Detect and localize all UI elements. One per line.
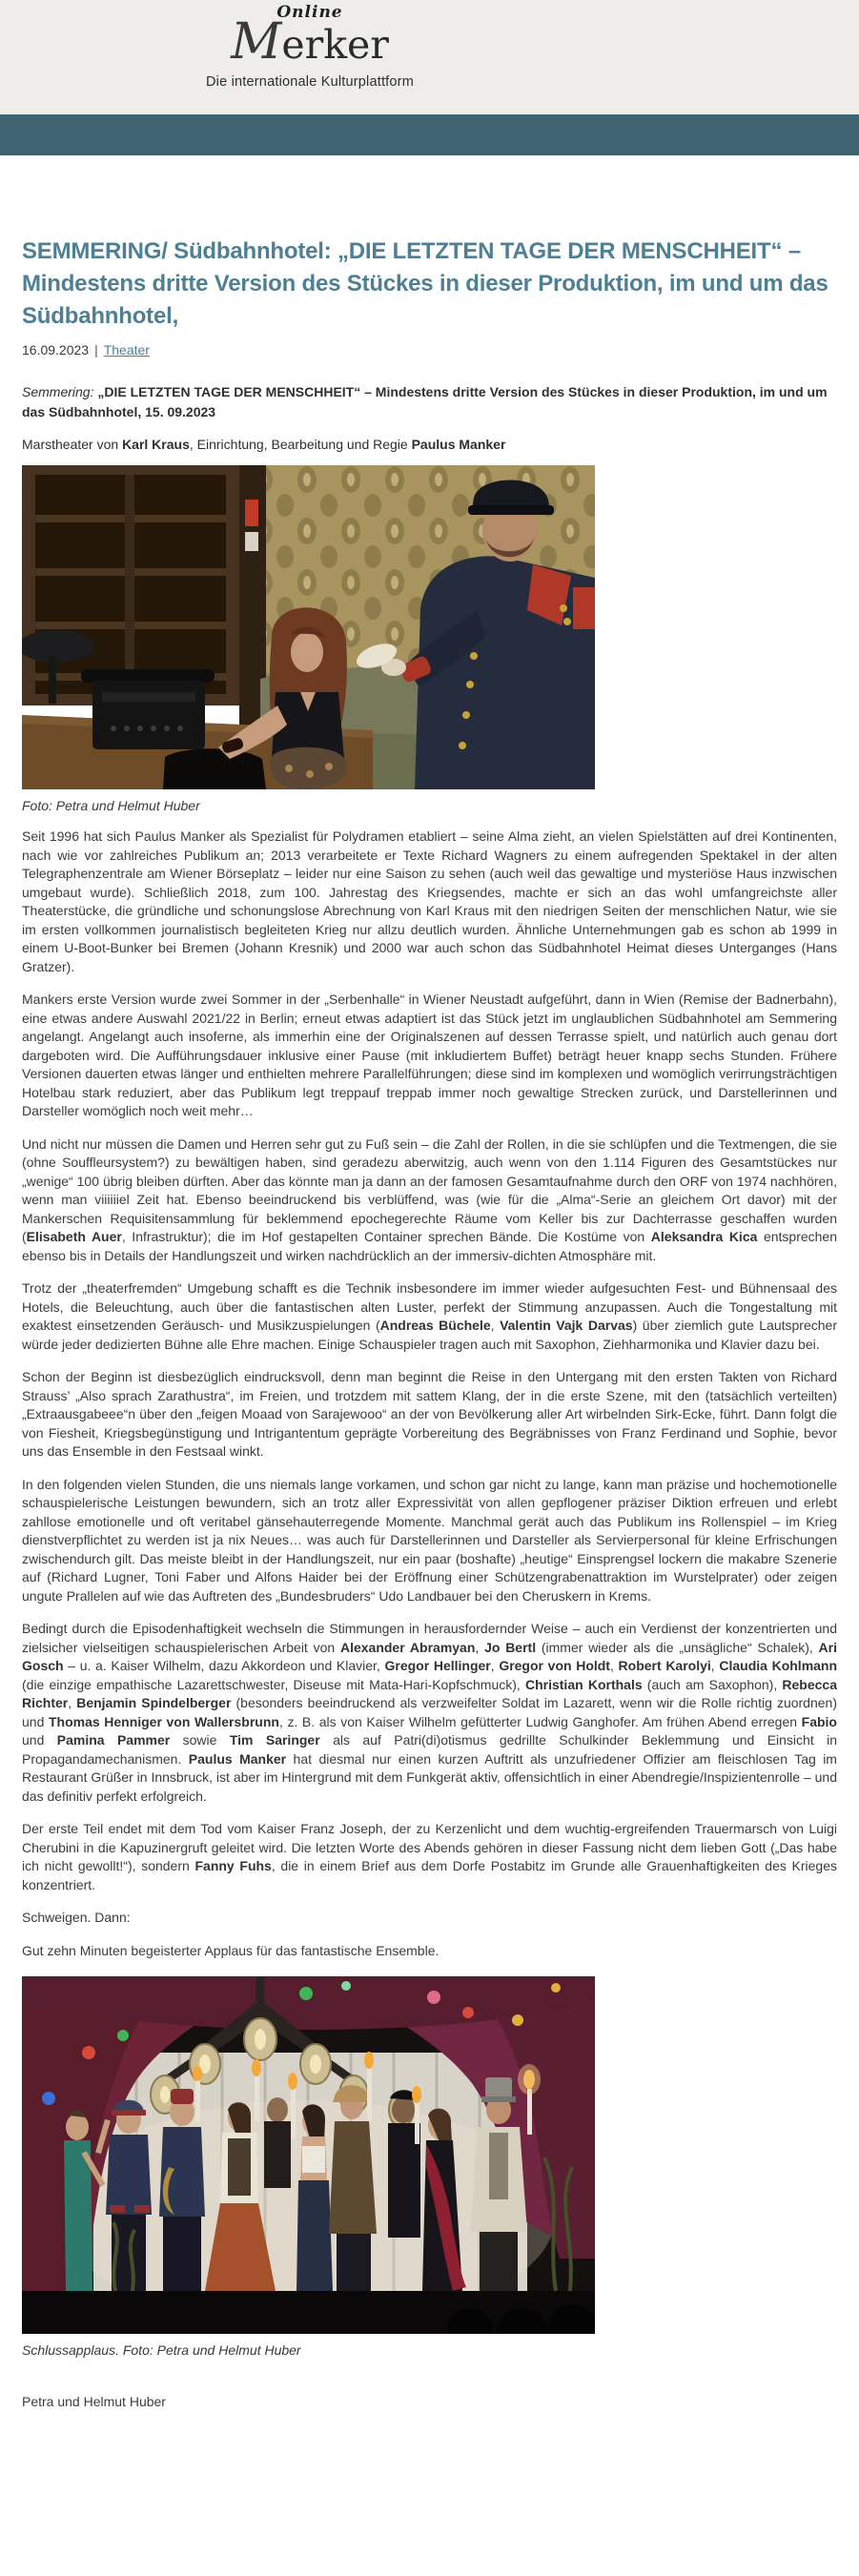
article-paragraph: Bedingt durch die Episodenhaftigkeit wechseln die Stimmungen in herausfordernder Weise – auch ein Verdienst der konzentrierten und zielsicher vielseitigen schauspielerischen Arbeit von Alexander Abramyan, Jo Bertl (immer wieder als die „unsägliche“ Schalek), Ari Gosch – u. a. Kaiser Wilhelm, dazu Akkordeon und Klavier, Gregor Hellinger, Gregor von Holdt, Robert Karolyi, Claudia Kohlmann (die einzige empathische Lazarettschwester, Diseuse mit Mata-Hari-Kopfschmuck), Christian Korthals (auch am Saxophon), Rebecca Richter, Benjamin Spindelberger (besonders beeindruckend als verzweifelter Soldat im Lazarett, wenn wir die Rolle richtig zuordnen) und Thomas Henniger von Wallersbrunn, z. B. als von Kaiser Wilhelm gefütterter Ludwig Ganghofer. Am frühen Abend erregen Fabio und Pamina Pammer sowie Tim Saringer als auf Patri(di)otismus gedrillte Schulkinder Beklemmung und Einsicht in Propagandamechanismen. Paulus Manker hat diesmal nur einen kurzen Auftritt als unzufriedener Offizier am fleischlosen Tag im Restaurant Grüßer in Innsbruck, ist aber im Hintergrund mit dem Funkgerät aktiv, offensichtlich in einer Abendregie/Inspizientenrolle – und das definitiv perfekt erfolgreich.: [22, 1621, 838, 1804]
category-link-theater[interactable]: Theater: [103, 342, 150, 358]
photo1-illustration: [22, 465, 595, 789]
article-paragraph: In den folgenden vielen Stunden, die uns niemals lange vorkamen, und schon gar nicht zu lange, kann man präzise und hochemotionelle schauspielerische Leistungen bewundern, sich an trotz aller Expressivität von allen gepflogener präziser Diktion erfreuen und erlebt zahllose emotionelle und oft veritabel gänsehauterregende Momente. Manchmal gerät auch das Publikum ins Rollenspiel – im Krieg dienstverpflichtet zu werden ist ja nix Neues… was auch für Darstellerinnen und Darsteller als Servierpersonal für kleine Erfrischungen zwischendurch gilt. Das meiste bleibt in der Handlungszeit, nur ein paar (boshafte) „heutige“ Einsprengsel lockern die makabre Szenerie auf (Richard Lugner, Toni Faber und Alfons Haider bei der Eröffnung einer Schützengrabenattraktion im Wurstelprater) oder zeigen ungute Prallelen auf wie das Auftreten des „Bundesbruders“ Udo Landbauer bei den Cheruskern in Krems.: [22, 1476, 837, 1604]
photo2-caption: Schlussapplaus. Foto: Petra und Helmut Huber: [22, 2342, 301, 2358]
article-date: 16.09.2023: [22, 342, 90, 358]
article-lede: [22, 382, 837, 422]
fire-sign: [245, 500, 258, 526]
logo-rest: erker: [281, 22, 389, 68]
header-band: [0, 113, 859, 155]
article-paragraph: Der erste Teil endet mit dem Tod vom Kaiser Franz Joseph, der zu Kerzenlicht und dem wuchtig-ergreifenden Trauermarsch von Luigi Cherubini in die Kapuzinergruft geleitet wird. Die letzten Worte des Abends gehören in dieser Fassung nicht dem lieben Gott („Das habe ich nicht gewollt!“), sondern Fanny Fuhs, die in einem Brief aus dem Dorfe Postabitz im Grunde alle Grauenhaftigkeiten des Krieges konzentriert.: [22, 1821, 838, 1892]
logo-word-online: Online: [276, 3, 343, 22]
site-header: [0, 0, 859, 113]
article-photo-2: [22, 1976, 837, 2358]
closing-credit: Petra und Helmut Huber: [22, 2394, 166, 2409]
typewriter: [81, 669, 215, 749]
article-paragraph: Und nicht nur müssen die Damen und Herren sehr gut zu Fuß sein – die Zahl der Rollen, in die sie schlüpfen und die Textmengen, die sie (ohne Souffleursystem?) zu bewältigen haben, sind geradezu aberwitzig, auch wenn von den 1.114 Figuren des Gesamtstückes nur „wenige“ 100 übrig bleiben dürften. Aber das könnte man ja dann an der famosen Gesamtaufnahme durch den ORF von 1974 nachhören, wenn man viiiiiiel Zeit hat. Ebenso beeindruckend bis verblüffend, was (wie für die „Alma“-Serie an gleichem Ort davor) mit der Mankerschen Requisitensammlung für beklemmend epochegerechte Räume vom Keller bis zur Dachterrasse geschaffen wurden (Elisabeth Auer, Infrastruktur); die im Hof gestapelten Container sprechen Bände. Die Kostüme von Aleksandra Kica entsprechen ebenso bis in Details der Handlungszeit und wirken nachdrücklich an der immersiv-dichten Atmosphäre mit.: [22, 1135, 837, 1263]
photo2-illustration: [22, 1976, 595, 2334]
article-paragraph: Mankers erste Version wurde zwei Sommer in der „Serbenhalle“ in Wiener Neustadt aufgeführt, dann in Wien (Remise der Badnerbahn), eine etwas andere Auswahl 2021/22 in Berlin; erneut etwas adaptiert ist das Stück jetzt im unglaublichen Südbahnhotel am Semmering angelangt. Angelangt auch insoferne, als immerhin eine der Originalszenen auf dessen Terrasse spielt, und natürlich auch genau dort dargeboten wird. Die Aufführungsdauer inklusive einer Pause (mit inkludiertem Buffet) beträgt heuer knapp sechs Stunden. Frühere Versionen dauerten etwas länger und enthielten mehrere Parallelführungen; diese sind im komplexen und womöglich verirrungsträchtigen Hotelbau stark reduziert, aber das Publikum legt treppauf treppab immer noch gewaltige Strecken zurück, und Darstellerinnen und Darsteller womöglich noch weit mehr…: [22, 992, 837, 1118]
site-tagline: Die internationale Kulturplattform: [206, 74, 414, 90]
audience-silhouettes: [447, 2304, 595, 2334]
article-byline: Marstheater von Karl Kraus, Einrichtung, Bearbeitung und Regie Paulus Manker: [22, 437, 506, 452]
page-title: SEMMERING/ Südbahnhotel: „DIE LETZTEN TAGE DER MENSCHHEIT“ – Mindestens dritte Version des Stückes in dieser Produktion, im und um das Südbahnhotel,: [22, 238, 828, 329]
telephone: [163, 748, 266, 789]
photo1-caption: Foto: Petra und Helmut Huber: [22, 798, 200, 813]
site-logo[interactable]: [203, 4, 417, 90]
lede-title: „DIE LETZTEN TAGE DER MENSCHHEIT“ – Mindestens dritte Version des Stückes in dieser Produktion, im und um das Südbahnhotel, 15. 09.2023: [22, 384, 828, 419]
article-content: [0, 155, 859, 2409]
article-paragraph: Seit 1996 hat sich Paulus Manker als Spezialist für Polydramen etabliert – seine Alma zieht, an vielen Spielstätten auf drei Kontinenten, nach wie vor zahlreiches Publikum an; 2013 verarbeitete er Texte Richard Wagners zu einem aufregenden Spektakel in der alten Telegraphenzentrale am Wiener Börseplatz – leider nur eine Saison zu sehen (auch weil das gewaltige und mysteriöse Haus inzwischen umgebaut wurde). Schließlich 2018, zum 100. Jahrestag des Kriegsendes, machte er sich an das wohl umfangreichste aller Theaterstücke, die gründliche und schonungslose Abrechnung von Karl Kraus mit den niedrigen Seiten der menschlichen Natur, wie sie im ersten vollkommen journalistisch begleiteten Krieg nur allzu deutlich wurden. Ähnliche Unternehmungen gab es schon ab 1999 in einem U-Boot-Bunker bei Bremen (Johann Kresnik) und 2000 war auch schon das Südbahnhotel Heimat dieses Unterganges (Hans Gratzer).: [22, 828, 837, 974]
article-paragraph: Gut zehn Minuten begeisterter Applaus für das fantastische Ensemble.: [22, 1942, 440, 1958]
article-paragraph: Trotz der „theaterfremden“ Umgebung schafft es die Technik insbesondere im immer wieder aufgesuchten Fest- und Bühnensaal des Hotels, die Beleuchtung, auch über die fantastischen alten Luster, perfekt der Stimmung anzupassen. Auch die Tongestaltung mit exaktest einsetzenden Geräusch- und Musikzuspielungen (Andreas Büchele, Valentin Vajk Darvas) über ziemlich gute Lautsprecher würde jeder dedizierten Bühne alle Ehre machen. Einige Schauspieler tragen auch mit Saxophon, Ziehharmonika und Klavier dazu bei.: [22, 1280, 837, 1352]
article-paragraph: Schweigen. Dann:: [22, 1910, 131, 1925]
article-paragraph: Schon der Beginn ist diesbezüglich eindrucksvoll, denn man beginnt die Reise in den Untergang mit den ersten Takten von Richard Strauss’ „Also sprach Zarathustra“, im Freien, und trotzdem mit sattem Klang, der in die erste Szene, mit den (tatsächlich verteilten) „Extraausgabeee“n über den „feigen Moaad von Sarajewooo“ an der von Bevölkerung aller Art wirbelnden Sirk-Ecke, führt. Dann folgt die von Fiesheit, Kriegsbegünstigung und Intrigantentum geprägte Vorbereitung des Begräbnisses von Franz Ferdinand und Sophie, bevor uns das Ensemble in den Festsaal winkt.: [22, 1369, 837, 1459]
article-photo-1: [22, 465, 837, 813]
logo-initial: M: [231, 13, 282, 71]
article-meta: [22, 342, 837, 358]
lede-location: Semmering:: [22, 384, 94, 399]
meta-separator: |: [94, 342, 98, 358]
logo-word-merker: [203, 13, 417, 71]
